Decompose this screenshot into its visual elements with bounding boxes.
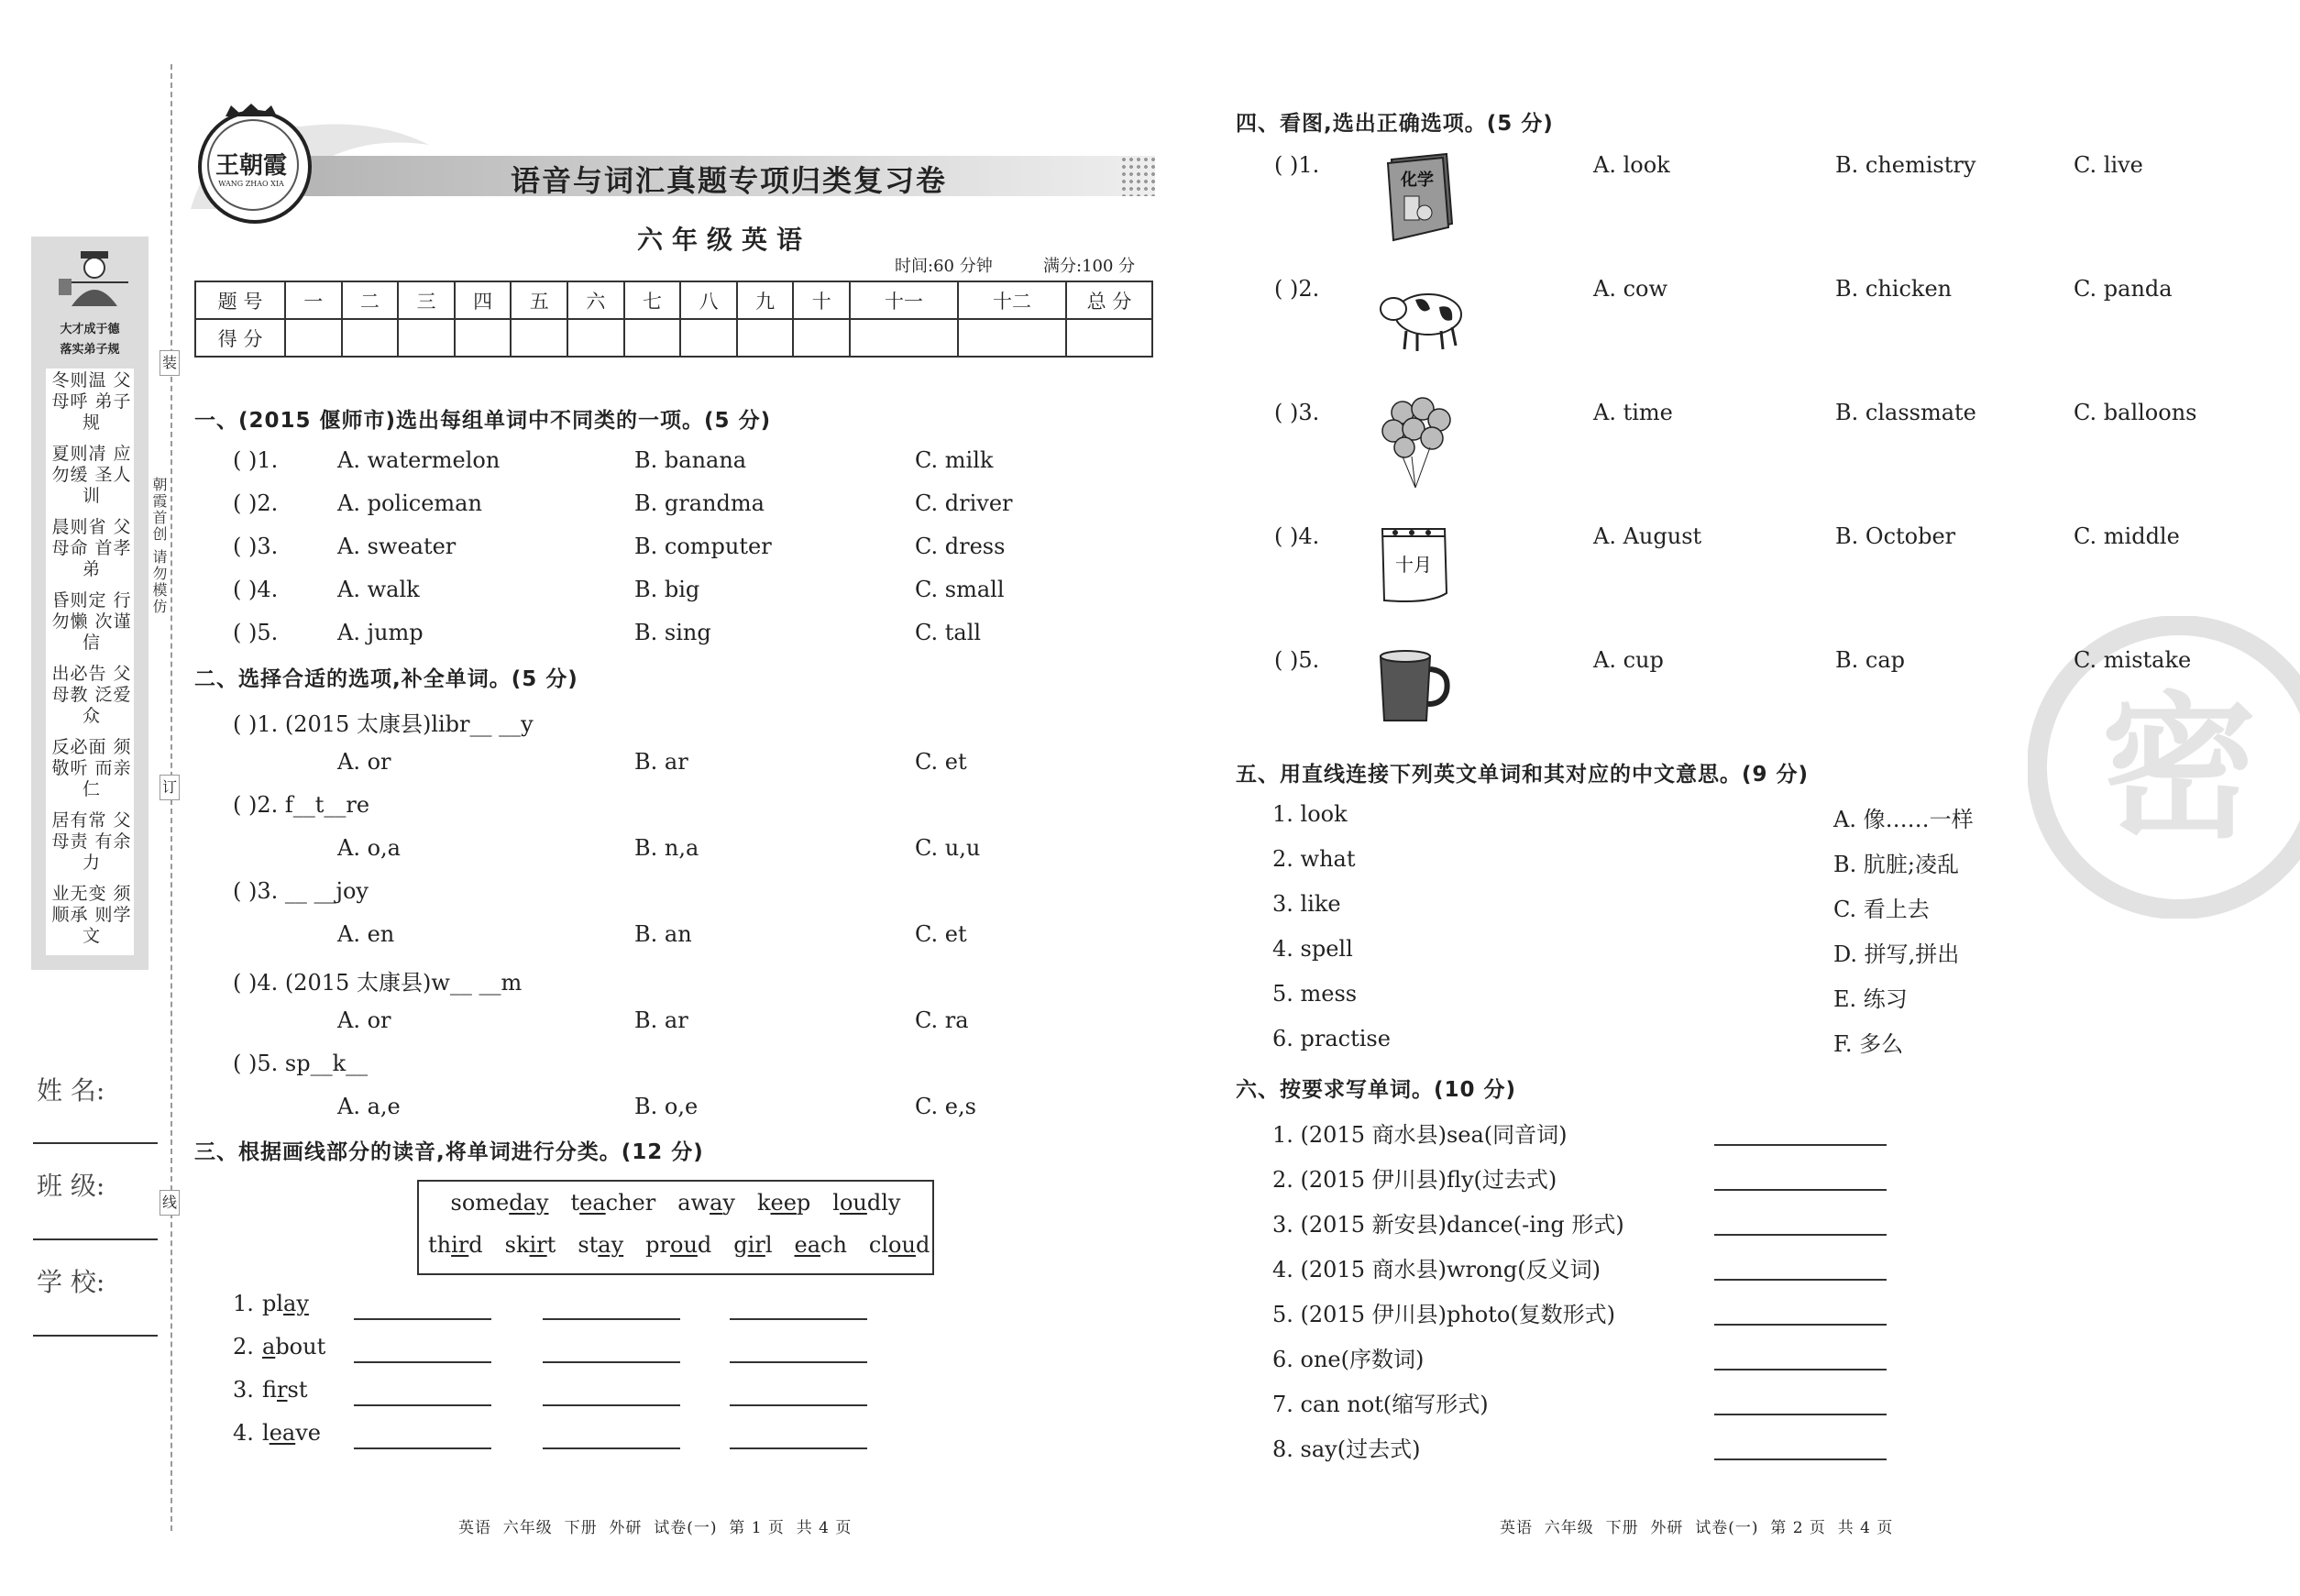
answer-blank[interactable] bbox=[1714, 1367, 1887, 1370]
word-part: cher bbox=[605, 1190, 656, 1216]
answer-blank[interactable] bbox=[1714, 1187, 1887, 1191]
score-table bbox=[194, 281, 1153, 358]
option-c: C. dress bbox=[915, 534, 1006, 559]
answer-blank[interactable] bbox=[1714, 1457, 1887, 1460]
word-form-prompt: 4. (2015 商水县)wrong(反义词) bbox=[1272, 1257, 1601, 1282]
option-c: C. panda bbox=[2074, 276, 2173, 302]
watermark-char: 密 bbox=[2100, 678, 2258, 860]
word-underlined: ea bbox=[794, 1232, 821, 1258]
box-word bbox=[869, 1232, 930, 1258]
option-c: C. milk bbox=[915, 447, 994, 473]
word-part: ve bbox=[295, 1420, 321, 1446]
matching-left-column bbox=[1272, 801, 1391, 1071]
maxim: 冬则温 父母呼 弟子规 bbox=[51, 370, 132, 433]
cut-mark: 订 bbox=[160, 775, 180, 800]
option-a: A. cup bbox=[1593, 647, 1664, 673]
crown-icon bbox=[224, 103, 279, 117]
option-b: B. October bbox=[1835, 523, 1956, 549]
score-cell[interactable] bbox=[737, 319, 794, 357]
box-word bbox=[677, 1190, 735, 1216]
word-form-prompt: 8. say(过去式) bbox=[1272, 1436, 1421, 1462]
match-word[interactable]: 6. practise bbox=[1272, 1026, 1391, 1051]
section-2-title: 二、选择合适的选项,补全单词。(5 分) bbox=[194, 667, 578, 691]
option-a: A. August bbox=[1593, 523, 1702, 549]
word-underlined: a bbox=[262, 1334, 276, 1359]
option-a: A. watermelon bbox=[337, 447, 501, 473]
maxim: 晨则省 父母命 首孝弟 bbox=[51, 517, 132, 579]
option-b: B. ar bbox=[634, 749, 688, 775]
word-part: y bbox=[722, 1190, 735, 1216]
score-cell[interactable] bbox=[455, 319, 512, 357]
answer-bracket[interactable]: ( )5. bbox=[233, 620, 279, 645]
word-part: p bbox=[796, 1190, 811, 1216]
score-header: 题 号 bbox=[195, 281, 285, 319]
word-part: ch bbox=[820, 1232, 847, 1258]
score-cell[interactable] bbox=[1066, 319, 1152, 357]
logo-subtext: WANG ZHAO XIA bbox=[218, 180, 284, 188]
word-part: th bbox=[428, 1232, 452, 1258]
word-part: st bbox=[287, 1377, 308, 1403]
section-6-title: 六、按要求写单词。(10 分) bbox=[1236, 1078, 1517, 1102]
score-header: 二 bbox=[342, 281, 399, 319]
answer-blank[interactable] bbox=[730, 1359, 867, 1363]
answer-blank[interactable] bbox=[354, 1446, 491, 1449]
box-word bbox=[578, 1232, 623, 1258]
answer-blank[interactable] bbox=[543, 1316, 680, 1320]
section-4-title: 四、看图,选出正确选项。(5 分) bbox=[1236, 112, 1554, 136]
classify-word bbox=[262, 1334, 325, 1359]
book-label: 化学 bbox=[1401, 171, 1434, 190]
box-word bbox=[757, 1190, 810, 1216]
word-part: f bbox=[262, 1377, 278, 1403]
option-a: A. policeman bbox=[337, 490, 482, 516]
match-word[interactable]: 5. mess bbox=[1272, 981, 1358, 1007]
maxim: 反必面 须敬听 而亲仁 bbox=[51, 737, 132, 799]
word-part: pl bbox=[262, 1291, 284, 1316]
score-cell[interactable] bbox=[511, 319, 567, 357]
cup-icon bbox=[1375, 647, 1458, 730]
word-underlined: ir bbox=[747, 1232, 765, 1258]
answer-blank[interactable] bbox=[730, 1446, 867, 1449]
option-a: A. or bbox=[337, 1007, 391, 1033]
word-part: aw bbox=[677, 1190, 710, 1216]
score-header: 一 bbox=[285, 281, 342, 319]
word-form-prompt: 7. can not(缩写形式) bbox=[1272, 1392, 1489, 1417]
calendar-label: 十月 bbox=[1395, 554, 1432, 576]
option-c: C. middle bbox=[2074, 523, 2180, 549]
score-header: 三 bbox=[398, 281, 455, 319]
option-b: B. o,e bbox=[634, 1094, 699, 1119]
word-part: l bbox=[262, 1420, 270, 1446]
score-cell[interactable] bbox=[680, 319, 737, 357]
word-part: st bbox=[578, 1232, 599, 1258]
word-underlined: ea bbox=[579, 1190, 606, 1216]
section-5-title: 五、用直线连接下列英文单词和其对应的中文意思。(9 分) bbox=[1236, 763, 1810, 787]
maxim: 业无变 须顺承 则学文 bbox=[51, 884, 132, 946]
option-b: B. chemistry bbox=[1835, 152, 1976, 178]
answer-bracket[interactable]: ( )1. bbox=[233, 447, 279, 473]
score-header: 十一 bbox=[850, 281, 958, 319]
match-word[interactable]: 2. what bbox=[1272, 846, 1356, 872]
cow-icon bbox=[1375, 276, 1458, 358]
match-meaning[interactable]: D. 拼写,拼出 bbox=[1833, 941, 1960, 967]
answer-bracket[interactable]: ( )4. bbox=[233, 577, 279, 602]
score-header: 总 分 bbox=[1066, 281, 1152, 319]
answer-bracket[interactable]: ( )4. bbox=[1274, 523, 1320, 549]
school-field[interactable] bbox=[33, 1335, 158, 1337]
word-underlined: ou bbox=[888, 1232, 916, 1258]
answer-bracket[interactable]: ( )5. bbox=[1274, 647, 1320, 673]
word-underlined: day bbox=[509, 1190, 549, 1216]
answer-blank[interactable] bbox=[1714, 1142, 1887, 1146]
word-underlined: ay bbox=[283, 1291, 309, 1316]
option-a: A. a,e bbox=[337, 1094, 401, 1119]
option-b: B. an bbox=[634, 921, 692, 947]
score-cell[interactable] bbox=[624, 319, 681, 357]
word-underlined: ou bbox=[839, 1190, 867, 1216]
option-c: C. et bbox=[915, 749, 967, 775]
option-a: A. jump bbox=[337, 620, 424, 645]
classify-word bbox=[262, 1420, 321, 1446]
classify-word bbox=[262, 1291, 309, 1316]
option-c: C. driver bbox=[915, 490, 1013, 516]
word-part: l bbox=[832, 1190, 840, 1216]
word-underlined: ay bbox=[598, 1232, 624, 1258]
option-c: C. u,u bbox=[915, 835, 981, 861]
maxim: 出必告 父母教 泛爱众 bbox=[51, 664, 132, 726]
score-cell[interactable] bbox=[567, 319, 624, 357]
maxim: 昏则定 行勿懒 次谨信 bbox=[51, 590, 132, 653]
question-stem[interactable]: ( )2. f__t__re bbox=[233, 792, 370, 818]
scholar-illustration bbox=[53, 246, 136, 310]
word-underlined: ou bbox=[670, 1232, 698, 1258]
full-score: 满分:100 分 bbox=[1043, 257, 1136, 276]
item-number: 3. bbox=[233, 1377, 254, 1403]
option-a: A. o,a bbox=[337, 835, 401, 861]
footer-page-2: 英语 六年级 下册 外研 试卷(一) 第 2 页 共 4 页 bbox=[1500, 1519, 1894, 1537]
score-cell[interactable] bbox=[793, 319, 850, 357]
question-stem[interactable]: ( )5. sp__k__ bbox=[233, 1051, 369, 1076]
section-3-title: 三、根据画线部分的读音,将单词进行分类。(12 分) bbox=[194, 1140, 704, 1164]
score-cell[interactable] bbox=[398, 319, 455, 357]
word-part: pr bbox=[645, 1232, 670, 1258]
option-c: C. ra bbox=[915, 1007, 969, 1033]
option-c: C. e,s bbox=[915, 1094, 976, 1119]
box-word bbox=[645, 1232, 711, 1258]
word-part: l bbox=[765, 1232, 773, 1258]
answer-bracket[interactable]: ( )1. bbox=[1274, 152, 1320, 178]
match-meaning[interactable]: C. 看上去 bbox=[1833, 897, 1930, 922]
question-stem[interactable]: ( )3. __ __joy bbox=[233, 878, 369, 904]
answer-blank[interactable] bbox=[1714, 1412, 1887, 1415]
match-meaning[interactable]: B. 肮脏;凌乱 bbox=[1833, 852, 1959, 877]
time-limit: 时间:60 分钟 bbox=[895, 257, 993, 276]
match-word[interactable]: 4. spell bbox=[1272, 936, 1353, 962]
word-underlined: ir bbox=[277, 1377, 288, 1403]
answer-bracket[interactable]: ( )2. bbox=[1274, 276, 1320, 302]
match-word[interactable]: 3. like bbox=[1272, 891, 1341, 917]
answer-bracket[interactable]: ( )3. bbox=[1274, 400, 1320, 425]
option-a: A. look bbox=[1593, 152, 1670, 178]
option-a: A. time bbox=[1593, 400, 1673, 425]
option-b: B. big bbox=[634, 577, 700, 602]
option-c: C. mistake bbox=[2074, 647, 2192, 673]
answer-bracket[interactable]: ( )3. bbox=[233, 534, 279, 559]
word-part: cl bbox=[868, 1232, 889, 1258]
word-part: d bbox=[468, 1232, 483, 1258]
word-underlined: ir bbox=[451, 1232, 469, 1258]
word-part: bout bbox=[275, 1334, 326, 1359]
option-a: A. walk bbox=[337, 577, 420, 602]
item-number: 4. bbox=[233, 1420, 254, 1446]
box-word bbox=[451, 1190, 549, 1216]
answer-blank[interactable] bbox=[730, 1316, 867, 1320]
item-number: 2. bbox=[233, 1334, 254, 1359]
answer-blank[interactable] bbox=[354, 1316, 491, 1320]
word-part: dly bbox=[866, 1190, 901, 1216]
word-form-prompt: 5. (2015 伊川县)photo(复数形式) bbox=[1272, 1302, 1616, 1327]
word-form-prompt: 1. (2015 商水县)sea(同音词) bbox=[1272, 1122, 1568, 1148]
option-c: C. small bbox=[915, 577, 1005, 602]
word-part: d bbox=[697, 1232, 712, 1258]
cut-mark: 装 bbox=[160, 350, 180, 376]
motto-line-2: 落实弟子规 bbox=[60, 343, 120, 357]
item-number: 1. bbox=[233, 1291, 254, 1316]
box-word bbox=[570, 1190, 655, 1216]
answer-blank[interactable] bbox=[543, 1403, 680, 1406]
question-stem[interactable]: ( )4. (2015 太康县)w__ __m bbox=[233, 970, 523, 996]
option-b: B. banana bbox=[634, 447, 747, 473]
logo-text: 王朝霞 bbox=[215, 152, 287, 180]
match-meaning[interactable]: A. 像……一样 bbox=[1833, 807, 1974, 832]
word-form-prompt: 3. (2015 新安县)dance(-ing 形式) bbox=[1272, 1212, 1624, 1238]
score-input-row bbox=[195, 319, 1152, 357]
score-header: 七 bbox=[624, 281, 681, 319]
score-header: 九 bbox=[737, 281, 794, 319]
answer-blank[interactable] bbox=[1714, 1232, 1887, 1236]
score-header: 六 bbox=[567, 281, 624, 319]
word-part: g bbox=[733, 1232, 748, 1258]
word-part: k bbox=[756, 1190, 771, 1216]
option-a: A. sweater bbox=[337, 534, 457, 559]
option-c: C. et bbox=[915, 921, 967, 947]
question-stem[interactable]: ( )1. (2015 太康县)libr__ __y bbox=[233, 711, 534, 737]
score-cell[interactable] bbox=[285, 319, 342, 357]
option-b: B. computer bbox=[634, 534, 772, 559]
word-part: t bbox=[546, 1232, 556, 1258]
box-word bbox=[832, 1190, 900, 1216]
word-box-row-1 bbox=[417, 1190, 934, 1216]
word-part: t bbox=[570, 1190, 580, 1216]
class-label: 班 级: bbox=[37, 1171, 105, 1201]
maxim: 居有常 父母责 有余力 bbox=[51, 810, 132, 873]
matching-right-column bbox=[1833, 801, 1974, 1071]
word-box-row-2 bbox=[417, 1232, 934, 1258]
maxim: 夏则凊 应勿缓 圣人训 bbox=[51, 444, 132, 506]
word-underlined: ea bbox=[269, 1420, 296, 1446]
motto-line-1: 大才成于德 bbox=[60, 323, 120, 336]
option-b: B. classmate bbox=[1835, 400, 1976, 425]
option-b: B. grandma bbox=[634, 490, 765, 516]
answer-blank[interactable] bbox=[354, 1403, 491, 1406]
score-cell[interactable] bbox=[342, 319, 399, 357]
name-label: 姓 名: bbox=[37, 1075, 105, 1106]
school-label: 学 校: bbox=[37, 1267, 105, 1297]
match-word[interactable]: 1. look bbox=[1272, 801, 1348, 827]
answer-bracket[interactable]: ( )2. bbox=[233, 490, 279, 516]
classify-word bbox=[262, 1377, 307, 1403]
chemistry-book-icon bbox=[1375, 152, 1458, 235]
option-a: A. en bbox=[337, 921, 395, 947]
answer-blank[interactable] bbox=[1714, 1277, 1887, 1281]
option-c: C. live bbox=[2074, 152, 2143, 178]
balloons-icon bbox=[1375, 396, 1458, 479]
answer-blank[interactable] bbox=[730, 1403, 867, 1406]
subtitle: 六年级英语 bbox=[636, 225, 811, 255]
option-c: C. tall bbox=[915, 620, 982, 645]
score-header: 十二 bbox=[958, 281, 1066, 319]
answer-blank[interactable] bbox=[543, 1359, 680, 1363]
option-c: C. balloons bbox=[2074, 400, 2197, 425]
word-part: d bbox=[915, 1232, 930, 1258]
box-word bbox=[733, 1232, 772, 1258]
option-b: B. n,a bbox=[634, 835, 699, 861]
cut-mark: 线 bbox=[160, 1190, 180, 1216]
score-cell[interactable] bbox=[850, 319, 958, 357]
maxims-list bbox=[48, 370, 132, 957]
box-word bbox=[428, 1232, 483, 1258]
answer-blank[interactable] bbox=[543, 1446, 680, 1449]
word-form-prompt: 6. one(序数词) bbox=[1272, 1347, 1425, 1372]
box-word bbox=[505, 1232, 556, 1258]
answer-blank[interactable] bbox=[1714, 1322, 1887, 1326]
option-a: A. or bbox=[337, 749, 391, 775]
score-row-label: 得 分 bbox=[195, 319, 285, 357]
option-a: A. cow bbox=[1593, 276, 1668, 302]
score-cell[interactable] bbox=[958, 319, 1066, 357]
score-header: 五 bbox=[511, 281, 567, 319]
word-form-prompt: 2. (2015 伊川县)fly(过去式) bbox=[1272, 1167, 1557, 1193]
score-header-row bbox=[195, 281, 1152, 319]
score-header: 八 bbox=[680, 281, 737, 319]
footer-page-1: 英语 六年级 下册 外研 试卷(一) 第 1 页 共 4 页 bbox=[458, 1519, 853, 1537]
name-field[interactable] bbox=[33, 1142, 158, 1144]
page-title: 语音与词汇真题专项归类复习卷 bbox=[510, 163, 947, 198]
copyright-note: 朝霞首创 请勿模仿 bbox=[150, 477, 168, 616]
box-word bbox=[795, 1232, 847, 1258]
option-b: B. chicken bbox=[1835, 276, 1953, 302]
word-part: some bbox=[450, 1190, 510, 1216]
word-underlined: a bbox=[710, 1190, 723, 1216]
word-underlined: ee bbox=[770, 1190, 797, 1216]
class-field[interactable] bbox=[33, 1238, 158, 1240]
answer-blank[interactable] bbox=[354, 1359, 491, 1363]
option-b: B. ar bbox=[634, 1007, 688, 1033]
score-header: 四 bbox=[455, 281, 512, 319]
calendar-icon bbox=[1375, 523, 1458, 606]
section-1-title: 一、(2015 偃师市)选出每组单词中不同类的一项。(5 分) bbox=[194, 409, 772, 433]
option-b: B. sing bbox=[634, 620, 711, 645]
word-part: sk bbox=[504, 1232, 530, 1258]
score-header: 十 bbox=[793, 281, 850, 319]
match-meaning[interactable]: F. 多么 bbox=[1833, 1031, 1904, 1057]
match-meaning[interactable]: E. 练习 bbox=[1833, 986, 1908, 1012]
option-b: B. cap bbox=[1835, 647, 1906, 673]
word-underlined: ir bbox=[529, 1232, 547, 1258]
